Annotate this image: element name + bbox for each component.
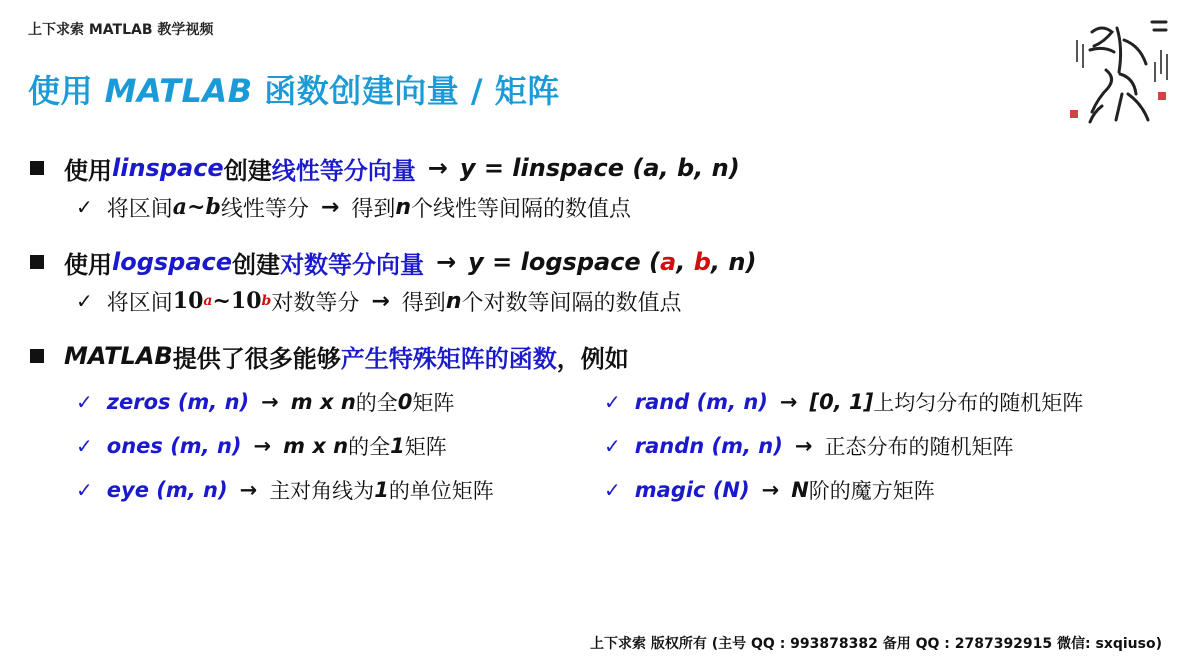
bullet-special-matrices	[30, 336, 1160, 376]
func-size: N	[791, 478, 809, 502]
main-content	[30, 148, 1160, 376]
function-item-zeros	[76, 387, 604, 417]
arrow-icon: →	[761, 478, 780, 502]
square-bullet-icon	[30, 255, 44, 269]
check-icon: ✓	[604, 478, 621, 502]
square-bullet-icon	[30, 161, 44, 175]
function-item-eye	[76, 475, 604, 505]
func-size: m x n	[283, 434, 349, 458]
sub-text: 得到	[351, 196, 396, 222]
func-desc: 的全	[348, 435, 391, 459]
math-tilde: ~	[212, 288, 231, 314]
formula: y = linspace (a, b, n)	[459, 154, 740, 182]
func-desc: 上均匀分布的随机矩阵	[873, 391, 1084, 415]
func-name: ones (m, n)	[106, 434, 242, 458]
function-row	[76, 380, 1166, 424]
bullet-text: 创建	[223, 156, 272, 185]
sub-text: 对数等分	[271, 290, 360, 316]
check-icon: ✓	[604, 434, 621, 458]
arrow-icon: →	[261, 390, 279, 414]
function-row	[76, 424, 1166, 468]
bullet-text: 提供了很多能够	[172, 344, 341, 373]
function-item-rand	[604, 387, 1083, 417]
func-desc: 阶的魔方矩阵	[808, 479, 935, 503]
check-icon: ✓	[604, 390, 621, 414]
func-size: m x n	[290, 390, 356, 414]
bullet-text: 创建	[232, 250, 281, 279]
function-row	[76, 468, 1166, 512]
bullet-text: 使用	[64, 156, 112, 185]
func-desc: 的全	[355, 391, 398, 415]
arrow-icon: →	[253, 434, 272, 458]
page-title	[28, 66, 560, 112]
math-n: n	[445, 288, 462, 314]
title-suffix: 函数创建向量 / 矩阵	[252, 72, 560, 110]
check-icon: ✓	[76, 478, 93, 502]
func-name: randn (m, n)	[634, 434, 783, 458]
math-base: 10	[230, 288, 262, 314]
calligraphy-seal-icon	[1062, 10, 1180, 130]
sub-text: 将区间	[106, 290, 173, 316]
bullet-text: 使用	[64, 250, 112, 279]
bullet-logspace	[30, 242, 1160, 282]
arrow-icon: →	[239, 478, 258, 502]
check-icon: ✓	[76, 289, 93, 313]
func-name: magic (N)	[634, 478, 750, 502]
matlab-label: MATLAB	[64, 342, 173, 370]
func-desc: 矩阵	[404, 435, 447, 459]
highlight-text: 线性等分向量	[271, 156, 416, 185]
title-prefix: 使用	[28, 72, 105, 110]
highlight-text: 对数等分向量	[280, 250, 425, 279]
func-name: linspace	[112, 154, 224, 182]
arrow-icon: →	[794, 434, 813, 458]
sub-bullet-logspace	[30, 282, 1160, 320]
formula-a: a	[660, 248, 677, 276]
func-name: rand (m, n)	[634, 390, 768, 414]
func-desc: 主对角线为	[269, 479, 375, 503]
formula-b: b	[693, 248, 711, 276]
bullet-text: ，例如	[556, 344, 629, 373]
math-a: a	[172, 194, 188, 220]
func-num: 1	[390, 434, 405, 458]
footer-copyright: 上下求索 版权所有 (主号 QQ : 993878382 备用 QQ : 2787392915 微信: sxqiuso)	[590, 636, 1162, 652]
func-desc: 正态分布的随机矩阵	[824, 435, 1014, 459]
math-b: b	[205, 194, 221, 220]
arrow-icon: →	[427, 154, 448, 182]
header-caption: 上下求索 MATLAB 教学视频	[28, 22, 214, 38]
check-icon: ✓	[76, 434, 93, 458]
square-bullet-icon	[30, 349, 44, 363]
sub-bullet-linspace	[30, 188, 1160, 226]
func-desc: 的单位矩阵	[388, 479, 494, 503]
math-base: 10	[172, 288, 204, 314]
sub-text: 个线性等间隔的数值点	[411, 196, 632, 222]
check-icon: ✓	[76, 390, 93, 414]
math-tilde: ~	[187, 194, 206, 220]
title-matlab: MATLAB	[104, 72, 253, 110]
func-desc: 矩阵	[412, 391, 455, 415]
func-name: eye (m, n)	[106, 478, 228, 502]
func-range: [0, 1]	[809, 390, 874, 414]
sub-text: 线性等分	[220, 196, 309, 222]
arrow-icon: →	[320, 194, 340, 220]
sub-text: 将区间	[106, 196, 173, 222]
formula-part: ,	[676, 248, 694, 276]
math-exp-b: b	[261, 293, 272, 309]
sub-text: 得到	[401, 290, 446, 316]
sub-text: 个对数等间隔的数值点	[461, 290, 682, 316]
bullet-linspace	[30, 148, 1160, 188]
arrow-icon: →	[436, 248, 457, 276]
function-item-randn	[604, 431, 1013, 461]
math-exp-a: a	[203, 293, 213, 309]
arrow-icon: →	[779, 390, 798, 414]
func-name: logspace	[112, 248, 233, 276]
func-num: 1	[374, 478, 389, 502]
formula-part: , n)	[710, 248, 757, 276]
formula	[468, 248, 756, 276]
function-item-ones	[76, 431, 604, 461]
formula-part: y = logspace (	[468, 248, 661, 276]
func-name: zeros (m, n)	[106, 390, 250, 414]
math-n: n	[395, 194, 412, 220]
func-num: 0	[397, 390, 413, 414]
check-icon: ✓	[76, 195, 93, 219]
highlight-text: 产生特殊矩阵的函数	[340, 344, 557, 373]
function-grid	[76, 380, 1166, 512]
arrow-icon: →	[371, 288, 390, 314]
function-item-magic	[604, 475, 935, 505]
